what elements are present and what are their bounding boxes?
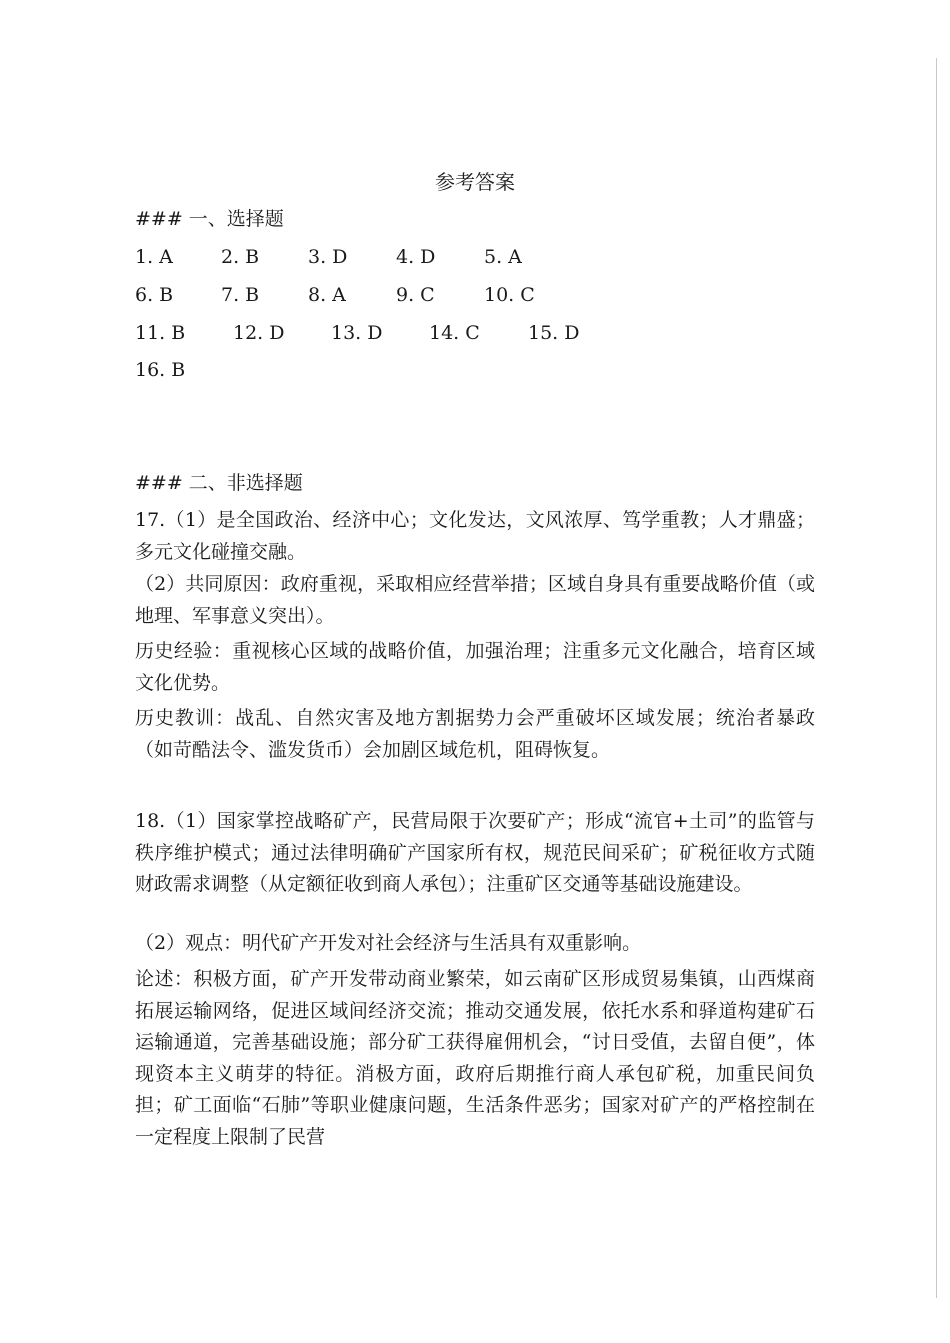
section-heading-nonchoice: ### 二、非选择题: [135, 472, 303, 494]
answer-item: 8. A: [308, 284, 346, 306]
q17-part1: 17.（1）是全国政治、经济中心；文化发达，文风浓厚、笃学重教；人才鼎盛；多元文化碰撞交融。: [135, 509, 815, 563]
page-edge-line: [936, 58, 937, 1298]
page-title: 参考答案: [435, 170, 515, 194]
answer-item: 13. D: [331, 322, 383, 344]
answer-item: 11. B: [135, 322, 186, 344]
answer-row-4: [135, 354, 815, 386]
answer-item: 6. B: [135, 284, 174, 306]
answer-item: 2. B: [221, 246, 260, 268]
section-heading-choice: ### 一、选择题: [135, 208, 284, 230]
answer-item: 4. D: [396, 246, 436, 268]
answer-item: 5. A: [484, 246, 522, 268]
answer-item: 9. C: [396, 284, 435, 306]
answer-row-1: [135, 241, 815, 273]
q17-experience: 历史经验：重视核心区域的战略价值，加强治理；注重多元文化融合，培育区域文化优势。: [135, 640, 815, 694]
answer-item: 3. D: [308, 246, 348, 268]
answer-item: 7. B: [221, 284, 260, 306]
answer-item: 1. A: [135, 246, 173, 268]
answer-item: 12. D: [233, 322, 285, 344]
answer-item: 15. D: [528, 322, 580, 344]
q18-part1: 18.（1）国家掌控战略矿产，民营局限于次要矿产；形成“流官+土司”的监管与秩序维护模式；通过法律明确矿产国家所有权，规范民间采矿；矿税征收方式随财政需求调整（从定额征收到商人承包）；注重矿区交通等基础设施建设。: [135, 810, 815, 895]
q18-discussion: 论述：积极方面，矿产开发带动商业繁荣，如云南矿区形成贸易集镇，山西煤商拓展运输网络，促进区域间经济交流；推动交通发展，依托水系和驿道构建矿石运输通道，完善基础设施；部分矿工获得雇佣机会，“讨日受值，去留自便”，体现资本主义萌芽的特征。消极方面，政府后期推行商人承包矿税，加重民间负担；矿工面临“石肺”等职业健康问题，生活条件恶劣；国家对矿产的严格控制在一定程度上限制了民营: [135, 968, 815, 1148]
answer-row-2: [135, 279, 815, 311]
answer-item: 10. C: [484, 284, 535, 306]
answer-item: 16. B: [135, 359, 186, 381]
q17-lesson: 历史教训：战乱、自然灾害及地方割据势力会严重破坏区域发展；统治者暴政（如苛酷法令、滥发货币）会加剧区域危机，阻碍恢复。: [135, 707, 815, 761]
answer-row-3: [135, 317, 815, 349]
q17-part2: （2）共同原因：政府重视，采取相应经营举措；区域自身具有重要战略价值（或地理、军事意义突出）。: [135, 573, 815, 627]
q18-part2: （2）观点：明代矿产开发对社会经济与生活具有双重影响。: [135, 932, 642, 954]
answer-item: 14. C: [429, 322, 480, 344]
